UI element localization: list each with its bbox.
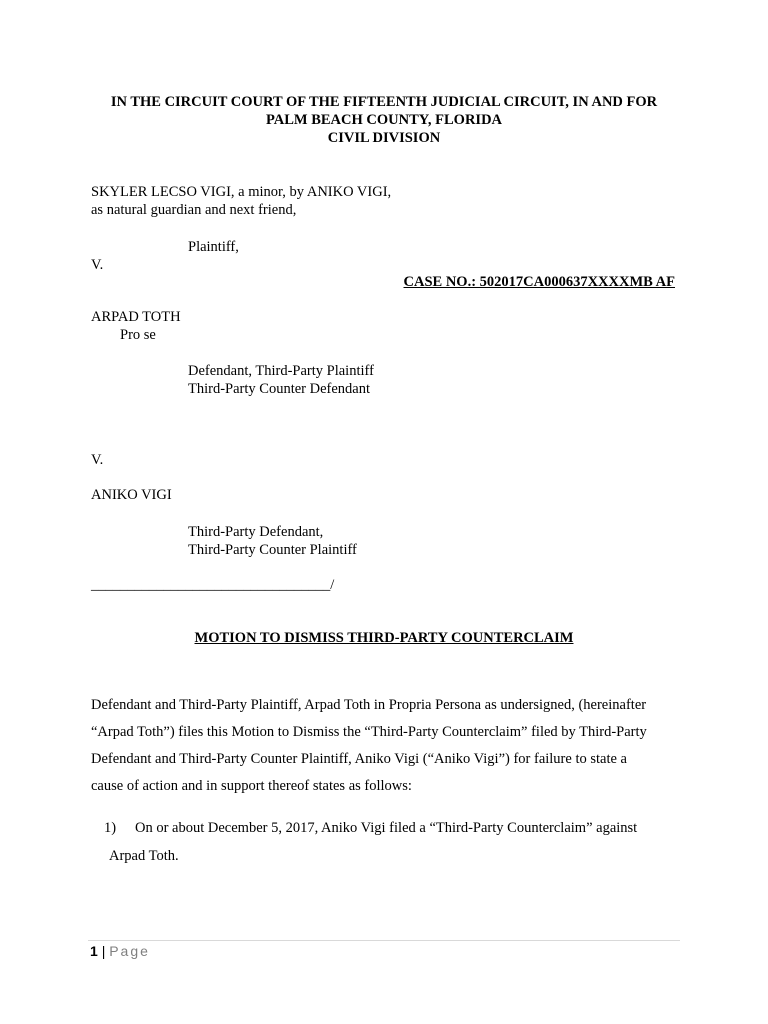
paragraph-line: Defendant and Third-Party Counter Plaintiff, Aniko Vigi (“Aniko Vigi”) for failure to state a: [91, 751, 627, 767]
caption-closing-rule: _________________________________/: [91, 577, 335, 593]
third-party-role: Third-Party Defendant,: [188, 524, 324, 540]
defendant-role: Third-Party Counter Defendant: [188, 381, 371, 397]
versus-label: V.: [91, 452, 104, 468]
third-party-name: ANIKO VIGI: [91, 487, 172, 503]
court-header-line: PALM BEACH COUNTY, FLORIDA: [265, 112, 503, 128]
page-number: 1: [90, 943, 98, 959]
court-header-line: IN THE CIRCUIT COURT OF THE FIFTEENTH JUDICIAL CIRCUIT, IN AND FOR: [110, 94, 658, 110]
footer-divider: [88, 940, 680, 941]
paragraph-line: Defendant and Third-Party Plaintiff, Arpad Toth in Propria Persona as undersigned, (hereinafter: [91, 697, 647, 713]
list-item-text: Arpad Toth.: [109, 848, 179, 864]
page-footer: [90, 941, 150, 961]
court-header-line: CIVIL DIVISION: [327, 130, 441, 146]
plaintiff-role: Plaintiff,: [188, 239, 239, 255]
footer-separator: |: [101, 943, 106, 959]
defendant-role: Defendant, Third-Party Plaintiff: [188, 363, 374, 379]
third-party-role: Third-Party Counter Plaintiff: [188, 542, 357, 558]
page-label: Page: [109, 943, 150, 959]
paragraph-line: cause of action and in support thereof states as follows:: [91, 778, 412, 794]
plaintiff-name: SKYLER LECSO VIGI, a minor, by ANIKO VIGI,: [91, 184, 392, 200]
court-header: [60, 93, 708, 147]
defendant-name: ARPAD TOTH: [91, 309, 181, 325]
versus-label: V.: [91, 257, 104, 273]
motion-title: MOTION TO DISMISS THIRD-PARTY COUNTERCLAIM: [194, 630, 574, 646]
list-item-number: 1): [104, 820, 117, 836]
paragraph-line: “Arpad Toth”) files this Motion to Dismiss the “Third-Party Counterclaim” filed by Third-Party: [91, 724, 647, 740]
plaintiff-guardian-note: as natural guardian and next friend,: [91, 202, 297, 218]
case-number: CASE NO.: 502017CA000637XXXXMB AF: [403, 274, 675, 290]
list-item-text: On or about December 5, 2017, Aniko Vigi filed a “Third-Party Counterclaim” against: [135, 820, 638, 836]
pro-se-label: Pro se: [120, 327, 156, 343]
